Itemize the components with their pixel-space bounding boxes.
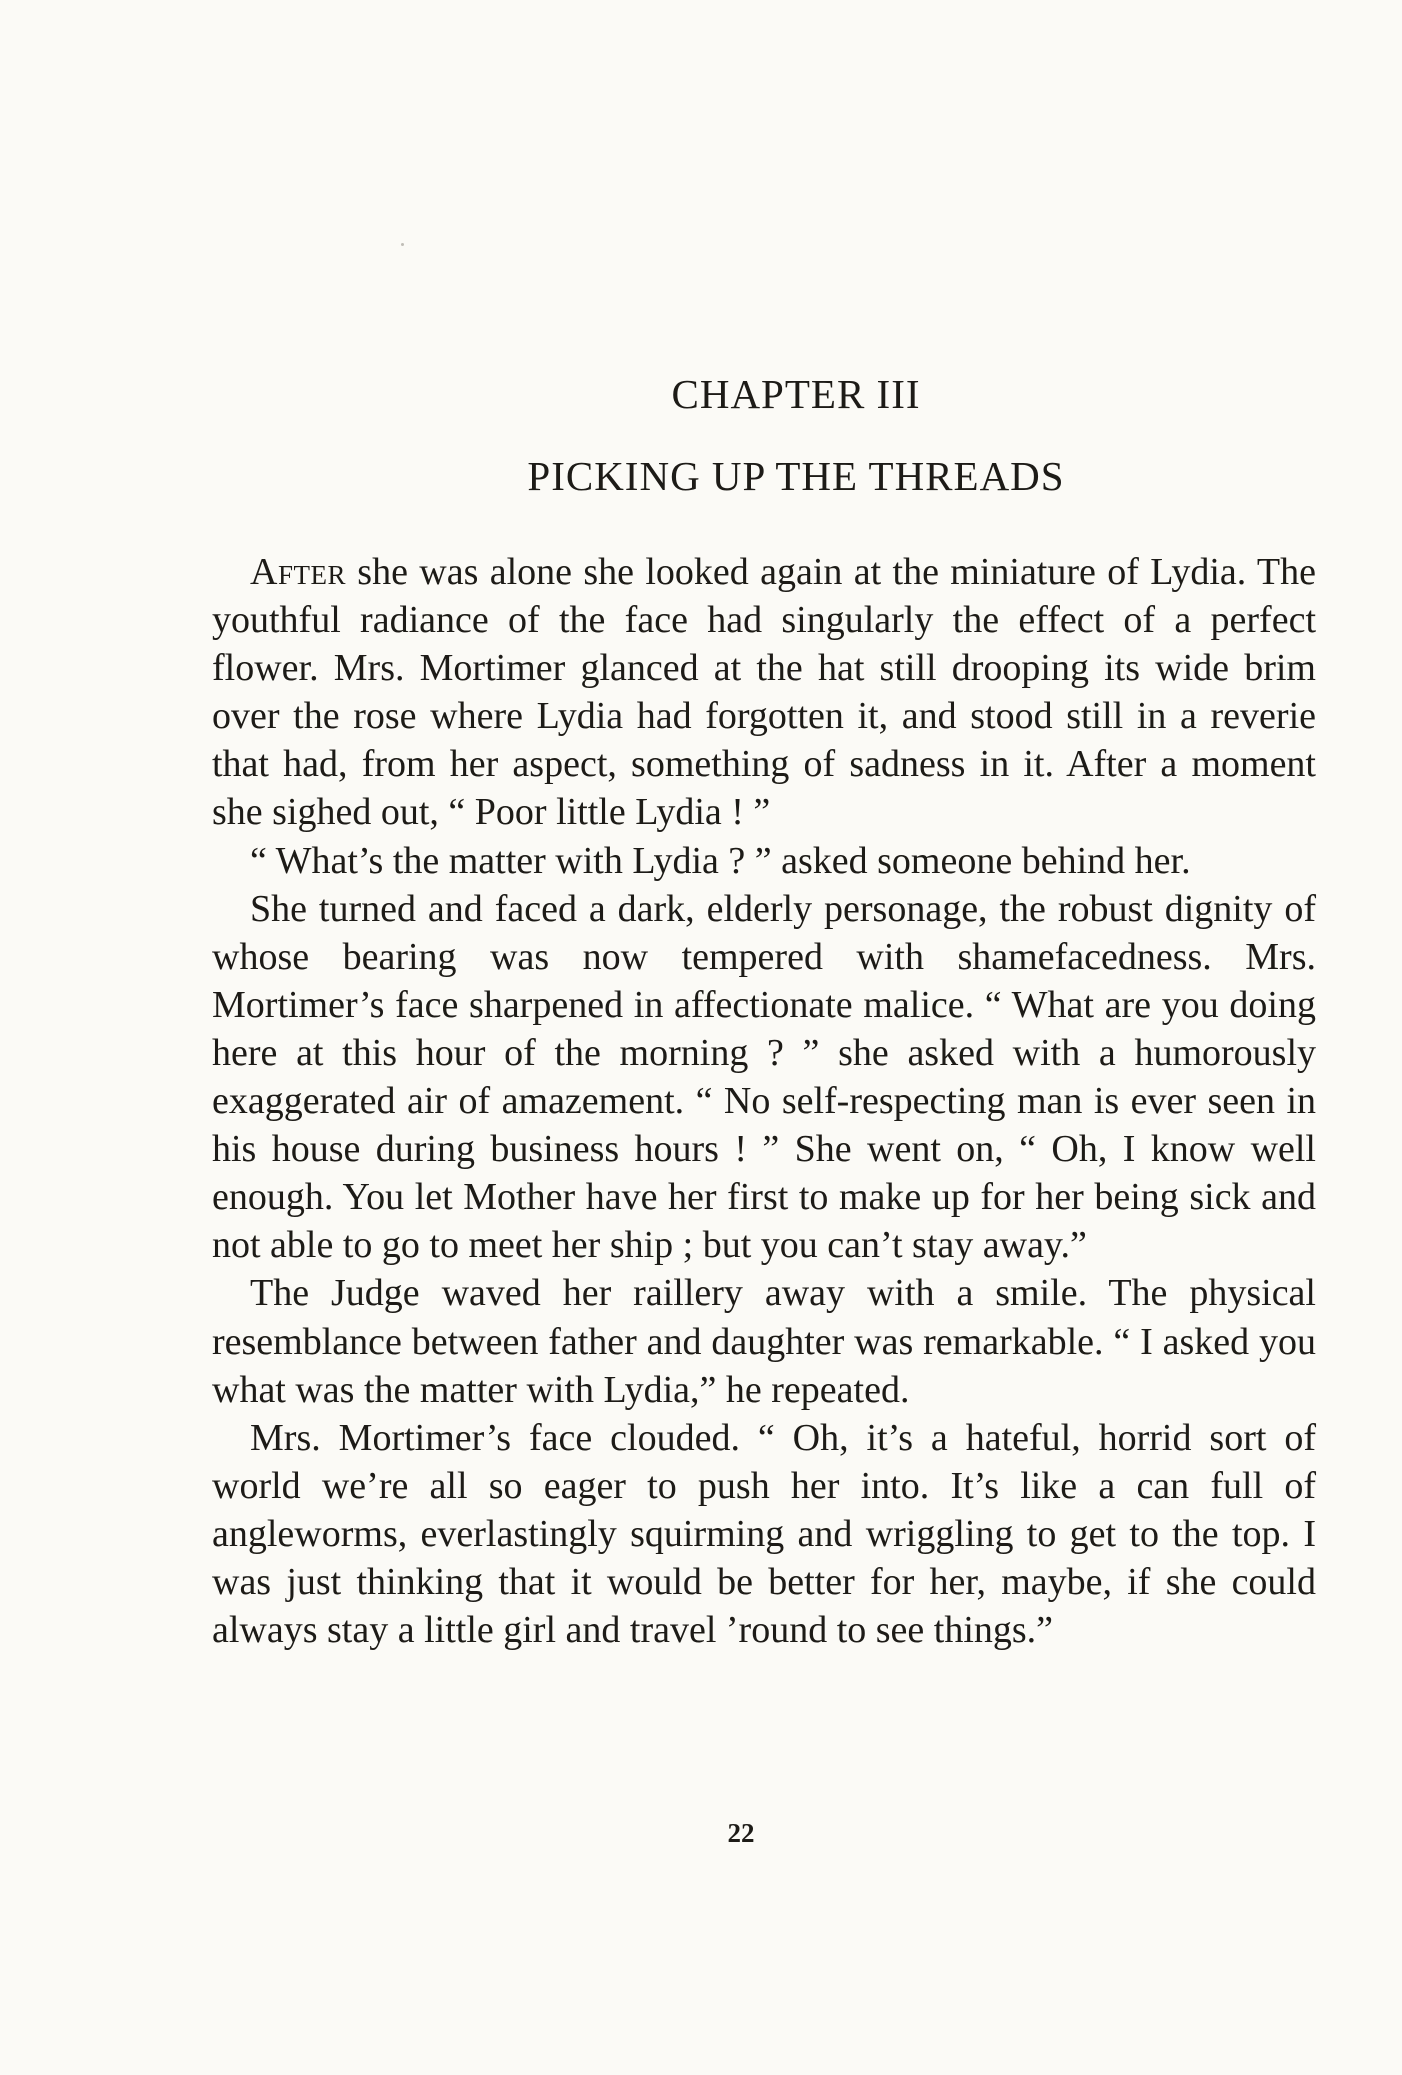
paragraph-text: She turned and faced a dark, elderly personage, the robust dignity of whose bearing was now tempered with shamefacedness. Mrs. Mortimer’s face sharpened in affectionate malice. “ What are you doing here at this hour of the morning ? ” she asked with a humorously exaggerated air of amazement. “ No self-respecting man is ever seen in his house during business hours ! ” She went on, “ Oh, I know well enough. You let Mother have her first to make up for her being sick and not able to go to meet her ship ; but you can’t stay away.”	[212, 887, 1316, 1267]
paper-speck	[401, 243, 404, 246]
paragraph-text: “ What’s the matter with Lydia ? ” asked someone behind her.	[250, 839, 1191, 882]
paragraph-text: Mrs. Mortimer’s face clouded. “ Oh, it’s a hateful, horrid sort of world we’re all so eager to push her into. It’s like a can full of angleworms, everlastingly squirming and wriggling to get to the top. I was just thinking that it would be better for her, maybe, if she could always stay a little girl and travel ’round to see things.”	[212, 1416, 1316, 1652]
paragraph	[212, 548, 1316, 837]
paragraph	[212, 1269, 1316, 1413]
chapter-number: CHAPTER III	[671, 371, 921, 417]
paragraph-text: The Judge waved her raillery away with a smile. The physical resemblance between father and daughter was remarkable. “ I asked you what was the matter with Lydia,” he repeated.	[212, 1272, 1316, 1411]
body-text	[212, 548, 1316, 1654]
page-number: 22	[727, 1818, 755, 1848]
paragraph-text: she was alone she looked again at the miniature of Lydia. The youthful radiance of the face had singularly the effect of a perfect flower. Mrs. Mortimer glanced at the hat still drooping its wide brim over the rose where Lydia had forgotten it, and stood still in a reverie that had, from her aspect, something of sadness in it. After a moment she sighed out, “ Poor little Lydia ! ”	[212, 551, 1316, 834]
chapter-title: PICKING UP THE THREADS	[527, 453, 1065, 499]
paragraph	[212, 837, 1316, 885]
paragraph-lead-word: After	[250, 551, 346, 593]
paragraph	[212, 885, 1316, 1270]
paragraph	[212, 1414, 1316, 1654]
